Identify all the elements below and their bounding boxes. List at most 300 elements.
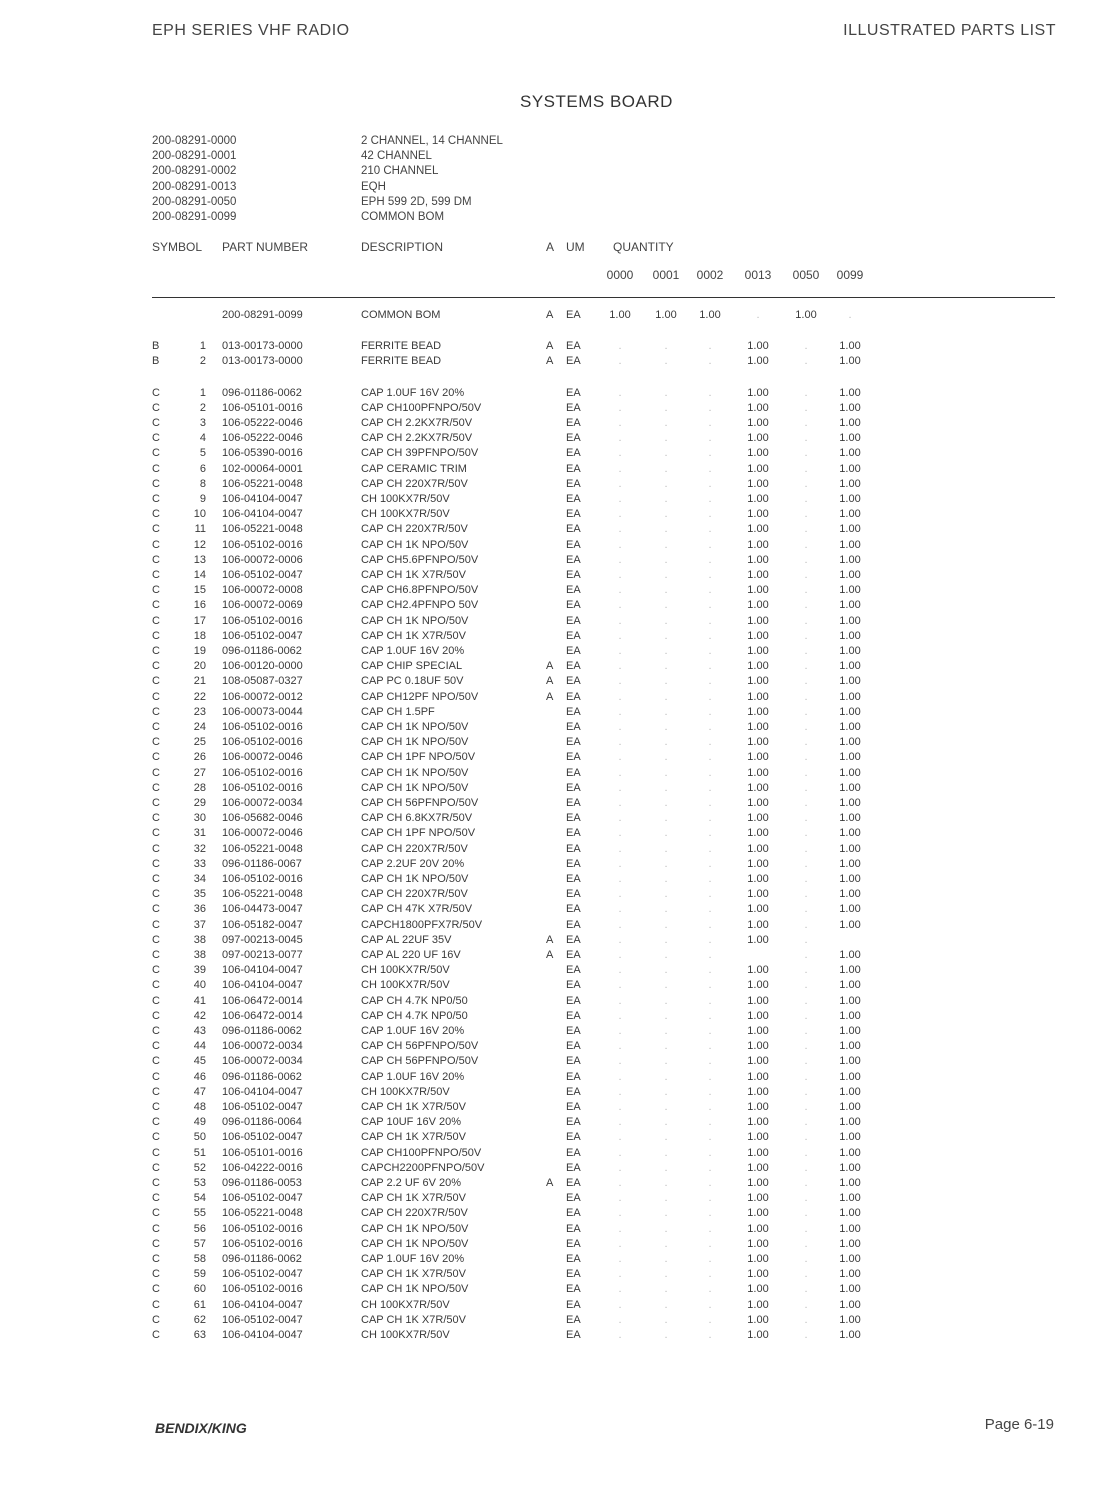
cell-symbol: C: [152, 873, 160, 885]
cell-qty: 1.00: [839, 1070, 861, 1083]
table-row: [0, 978, 1096, 993]
cell-part-number: 106-05682-0046: [222, 812, 303, 825]
assembly-desc: 210 CHANNEL: [361, 165, 439, 178]
table-row: [0, 963, 1096, 978]
cell-symbol: C: [152, 918, 160, 931]
cell-qty: 1.00: [747, 629, 769, 642]
cell-part-number: 106-05222-0046: [222, 432, 303, 445]
cell-description: CAP CH 1K X7R/50V: [361, 629, 466, 642]
table-row: [0, 811, 1096, 826]
cell-qty: 1.00: [839, 1009, 861, 1022]
cell-symbol: C: [152, 523, 160, 536]
cell-description: CAP CH12PF NPO/50V: [361, 690, 479, 703]
cell-description: CAP AL 220 UF 16V: [361, 949, 461, 961]
page-number: Page 6-19: [984, 1416, 1054, 1433]
assembly-desc: EPH 599 2D, 599 DM: [361, 195, 472, 208]
cell-qty: 1.00: [839, 690, 861, 703]
cell-part-number: 106-04473-0047: [222, 903, 303, 916]
cell-qty: .: [664, 1040, 668, 1053]
cell-um: EA: [566, 751, 581, 764]
cell-qty: 1.00: [839, 1268, 861, 1281]
cell-symbol-number: 4: [199, 432, 206, 445]
cell-qty: .: [708, 918, 712, 931]
cell-symbol: C: [152, 386, 160, 399]
cell-qty: 1.00: [747, 401, 769, 414]
cell-a: A: [546, 660, 554, 673]
cell-qty: .: [664, 903, 668, 916]
cell-qty: 1.00: [747, 690, 769, 703]
cell-qty: .: [664, 781, 668, 794]
cell-qty: 1.00: [839, 812, 861, 825]
cell-um: EA: [566, 994, 581, 1007]
cell-qty: 1.00: [839, 903, 861, 916]
cell-qty: .: [664, 355, 668, 368]
cell-part-number: 106-05221-0048: [222, 477, 303, 490]
cell-qty: 1.00: [747, 1298, 769, 1311]
cell-symbol-number: 36: [193, 903, 206, 916]
cell-part-number: 096-01186-0062: [222, 386, 302, 399]
cell-qty: .: [708, 523, 712, 536]
cell-qty: .: [618, 584, 622, 597]
cell-part-number: 106-05221-0048: [222, 1207, 303, 1220]
cell-symbol: C: [152, 1207, 160, 1220]
cell-qty: .: [664, 812, 668, 825]
cell-qty: .: [804, 1009, 808, 1022]
cell-um: EA: [566, 508, 581, 521]
assembly-desc: 42 CHANNEL: [361, 150, 432, 163]
cell-qty: .: [804, 1131, 808, 1144]
cell-qty: .: [708, 1237, 712, 1250]
cell-qty: .: [708, 1283, 712, 1296]
cell-qty: .: [664, 614, 668, 627]
cell-symbol-number: 56: [193, 1222, 206, 1235]
cell-qty: .: [804, 355, 808, 368]
cell-qty: 1.00: [839, 1116, 861, 1129]
cell-qty: .: [708, 1101, 712, 1113]
cell-symbol-number: 23: [193, 705, 206, 718]
cell-qty: .: [804, 508, 808, 521]
cell-qty: .: [618, 432, 622, 445]
cell-qty: .: [618, 857, 622, 870]
cell-qty: .: [664, 462, 668, 475]
cell-qty: 1.00: [839, 1298, 861, 1311]
cell-qty: .: [664, 873, 668, 885]
cell-um: EA: [566, 523, 581, 536]
table-row: [0, 614, 1096, 629]
cell-qty: .: [664, 629, 668, 642]
cell-qty: .: [618, 690, 622, 703]
cell-symbol-number: 55: [193, 1207, 206, 1220]
cell-qty: .: [804, 447, 808, 460]
cell-description: CAP CH 56PFNPO/50V: [361, 797, 479, 809]
cell-qty: .: [804, 417, 808, 429]
cell-part-number: 096-01186-0064: [222, 1116, 302, 1129]
table-row: [0, 918, 1096, 933]
cell-qty: 1.00: [839, 355, 861, 368]
page-title: SYSTEMS BOARD: [520, 92, 673, 111]
cell-qty: .: [708, 629, 712, 642]
table-row: [0, 720, 1096, 735]
cell-qty: .: [804, 1192, 808, 1205]
cell-a: A: [546, 1177, 554, 1189]
cell-qty: 1.00: [747, 447, 769, 460]
cell-qty: 1.00: [747, 1131, 769, 1144]
cell-qty: 1.00: [839, 1207, 861, 1220]
table-row: [0, 492, 1096, 507]
cell-qty: .: [804, 964, 808, 977]
cell-qty: 1.00: [747, 660, 769, 673]
cell-part-number: 096-01186-0062: [222, 1253, 302, 1265]
cell-symbol: C: [152, 1192, 160, 1205]
cell-description: CAP CH 2.2KX7R/50V: [361, 417, 473, 429]
cell-qty: 1.00: [839, 386, 861, 399]
cell-symbol-number: 45: [193, 1055, 206, 1068]
cell-um: EA: [566, 873, 581, 885]
cell-symbol: C: [152, 705, 160, 718]
cell-qty: 1.00: [747, 508, 769, 521]
cell-qty: .: [708, 401, 712, 414]
cell-description: CAP CH 1K NPO/50V: [361, 873, 469, 885]
cell-symbol: C: [152, 857, 160, 870]
table-row: [0, 705, 1096, 720]
cell-part-number: 106-05102-0016: [222, 614, 303, 627]
cell-qty: .: [804, 1329, 808, 1341]
cell-qty: 1.00: [839, 781, 861, 794]
cell-a: A: [546, 949, 554, 961]
cell-qty: .: [618, 599, 622, 612]
cell-qty: 1.00: [839, 1146, 861, 1159]
cell-qty: 1.00: [747, 1025, 769, 1037]
cell-qty: .: [804, 538, 808, 551]
cell-qty: .: [618, 994, 622, 1007]
cell-qty: 1.00: [839, 827, 861, 840]
cell-qty: .: [664, 994, 668, 1007]
cell-qty: 1.00: [747, 523, 769, 536]
cell-qty: .: [618, 447, 622, 460]
cell-part-number: 097-00213-0077: [222, 949, 303, 961]
table-row: [0, 1176, 1096, 1191]
cell-symbol: C: [152, 493, 160, 505]
cell-um: EA: [566, 599, 581, 612]
cell-qty: .: [708, 355, 712, 368]
cell-qty: .: [618, 340, 622, 353]
table-row: [0, 462, 1096, 477]
cell-description: CAP AL 22UF 35V: [361, 933, 452, 946]
cell-qty: .: [664, 736, 668, 749]
cell-part-number: 106-05102-0016: [222, 766, 303, 779]
cell-symbol-number: 33: [193, 857, 206, 870]
cell-qty: 1.00: [747, 721, 769, 733]
cell-qty: .: [618, 355, 622, 368]
cell-symbol: C: [152, 569, 160, 581]
cell-part-number: 106-00072-0034: [222, 1055, 303, 1068]
cell-qty: 1.00: [839, 1253, 861, 1265]
cell-symbol-number: 38: [193, 949, 206, 961]
cell-qty: 1.00: [839, 599, 861, 612]
cell-qty: 1.00: [839, 569, 861, 581]
cell-qty: .: [804, 705, 808, 718]
cell-qty: .: [618, 1009, 622, 1022]
cell-description: CH 100KX7R/50V: [361, 964, 450, 977]
cell-qty: .: [804, 401, 808, 414]
cell-symbol-number: 53: [193, 1177, 206, 1189]
cell-qty: 1.00: [747, 1207, 769, 1220]
table-row: [0, 339, 1096, 354]
cell-part-number: 106-05102-0047: [222, 1131, 303, 1144]
cell-qty: .: [618, 417, 622, 429]
cell-qty: .: [618, 569, 622, 581]
cell-qty: .: [664, 599, 668, 612]
table-row: [0, 308, 1096, 323]
cell-qty: 1.00: [839, 1085, 861, 1098]
cell-part-number: 106-00072-0046: [222, 827, 303, 840]
cell-qty: .: [708, 1085, 712, 1098]
cell-symbol-number: 60: [193, 1283, 206, 1296]
table-row: [0, 1130, 1096, 1145]
cell-a: A: [546, 309, 554, 321]
cell-qty: 1.00: [839, 417, 861, 429]
cell-um: EA: [566, 493, 581, 505]
cell-symbol-number: 34: [193, 873, 206, 885]
cell-symbol: C: [152, 1237, 160, 1250]
cell-qty: 1.00: [747, 705, 769, 718]
cell-symbol: C: [152, 1177, 160, 1189]
cell-qty: .: [708, 675, 712, 688]
table-row: [0, 629, 1096, 644]
cell-description: CAP CH 1K X7R/50V: [361, 569, 466, 581]
cell-qty: .: [804, 979, 808, 992]
cell-description: CAP CH 1K NPO/50V: [361, 736, 469, 749]
cell-description: CAP 10UF 16V 20%: [361, 1116, 462, 1129]
cell-part-number: 106-05221-0048: [222, 842, 303, 855]
cell-qty: 1.00: [839, 645, 861, 657]
cell-symbol: C: [152, 1222, 160, 1235]
cell-qty: 1.00: [839, 538, 861, 551]
cell-symbol-number: 22: [193, 690, 206, 703]
cell-part-number: 106-00072-0006: [222, 553, 303, 566]
cell-qty: 1.00: [747, 842, 769, 855]
cell-symbol-number: 51: [193, 1146, 206, 1159]
cell-qty: 1.00: [839, 842, 861, 855]
cell-um: EA: [566, 1177, 581, 1189]
cell-qty: .: [708, 964, 712, 977]
cell-qty: .: [664, 553, 668, 566]
cell-part-number: 106-05102-0016: [222, 1283, 303, 1296]
cell-qty: 1.00: [747, 477, 769, 490]
cell-qty: .: [618, 1070, 622, 1083]
cell-qty: 1.00: [839, 1101, 861, 1113]
cell-symbol-number: 35: [193, 888, 206, 901]
cell-qty: 1.00: [747, 1116, 769, 1129]
cell-symbol: C: [152, 888, 160, 901]
cell-qty: .: [664, 918, 668, 931]
cell-qty: 1.00: [747, 933, 769, 946]
assembly-desc: EQH: [361, 180, 386, 193]
table-row: [0, 872, 1096, 887]
column-header-quantity: QUANTITY: [613, 240, 674, 254]
cell-symbol: C: [152, 599, 160, 612]
cell-qty: .: [708, 462, 712, 475]
cell-um: EA: [566, 1161, 581, 1174]
cell-symbol-number: 19: [193, 645, 206, 657]
cell-qty: 1.00: [747, 781, 769, 794]
cell-qty: .: [708, 705, 712, 718]
cell-qty: .: [664, 1192, 668, 1205]
cell-symbol: C: [152, 645, 160, 657]
cell-qty: .: [618, 493, 622, 505]
table-row: [0, 1298, 1096, 1313]
cell-part-number: 106-00072-0008: [222, 584, 303, 597]
cell-description: CH 100KX7R/50V: [361, 979, 450, 992]
cell-qty: 1.00: [839, 401, 861, 414]
cell-qty: 1.00: [609, 309, 631, 321]
cell-qty: .: [708, 1313, 712, 1326]
table-row: [0, 446, 1096, 461]
table-row: [0, 598, 1096, 613]
cell-symbol: C: [152, 401, 160, 414]
cell-qty: .: [664, 979, 668, 992]
cell-qty: .: [618, 949, 622, 961]
cell-description: CAP CH 1K NPO/50V: [361, 1237, 469, 1250]
cell-um: EA: [566, 888, 581, 901]
cell-qty: .: [708, 903, 712, 916]
cell-qty: .: [664, 857, 668, 870]
cell-description: CH 100KX7R/50V: [361, 1298, 450, 1311]
cell-qty: .: [708, 1253, 712, 1265]
cell-symbol: C: [152, 1313, 160, 1326]
cell-part-number: 106-05221-0048: [222, 523, 303, 536]
cell-qty: .: [618, 1116, 622, 1129]
cell-um: EA: [566, 933, 581, 946]
cell-qty: .: [708, 1070, 712, 1083]
cell-qty: .: [708, 888, 712, 901]
cell-part-number: 106-05102-0047: [222, 569, 303, 581]
cell-symbol-number: 2: [199, 401, 206, 414]
cell-qty: .: [804, 340, 808, 353]
cell-description: CAP 1.0UF 16V 20%: [361, 1253, 465, 1265]
cell-qty: .: [708, 1025, 712, 1037]
cell-qty: .: [664, 675, 668, 688]
cell-qty: .: [618, 675, 622, 688]
cell-qty: 1.00: [839, 1161, 861, 1174]
cell-qty: .: [618, 523, 622, 536]
cell-symbol-number: 6: [199, 462, 206, 475]
cell-qty: 1.00: [747, 1161, 769, 1174]
cell-description: CAP CH 56PFNPO/50V: [361, 1040, 479, 1053]
cell-qty: .: [708, 599, 712, 612]
cell-symbol: C: [152, 812, 160, 825]
cell-description: CAP CH 1.5PF: [361, 705, 435, 718]
cell-qty: .: [708, 873, 712, 885]
cell-qty: .: [618, 873, 622, 885]
cell-part-number: 106-00120-0000: [222, 660, 303, 673]
cell-qty: .: [664, 1313, 668, 1326]
cell-qty: .: [804, 614, 808, 627]
cell-qty: .: [708, 751, 712, 764]
table-row: [0, 857, 1096, 872]
cell-um: EA: [566, 447, 581, 460]
cell-symbol: C: [152, 462, 160, 475]
cell-description: CAP CH 56PFNPO/50V: [361, 1055, 479, 1068]
cell-symbol: C: [152, 1055, 160, 1068]
cell-part-number: 106-00072-0034: [222, 1040, 303, 1053]
cell-um: EA: [566, 584, 581, 597]
cell-description: CAP PC 0.18UF 50V: [361, 675, 464, 688]
cell-qty: 1.00: [839, 1025, 861, 1037]
cell-um: EA: [566, 477, 581, 490]
cell-part-number: 200-08291-0099: [222, 309, 303, 321]
cell-qty: .: [664, 523, 668, 536]
cell-um: EA: [566, 1146, 581, 1159]
cell-symbol-number: 8: [199, 477, 206, 490]
table-row: [0, 1100, 1096, 1115]
cell-qty: .: [618, 1025, 622, 1037]
document-header-right: ILLUSTRATED PARTS LIST: [843, 22, 1056, 39]
cell-qty: .: [804, 477, 808, 490]
cell-symbol: C: [152, 1146, 160, 1159]
cell-symbol: C: [152, 508, 160, 521]
cell-symbol: B: [152, 355, 160, 368]
cell-qty: .: [708, 553, 712, 566]
cell-qty: .: [664, 1070, 668, 1083]
cell-symbol: C: [152, 477, 160, 490]
cell-qty: .: [708, 1055, 712, 1068]
cell-um: EA: [566, 660, 581, 673]
cell-qty: .: [618, 766, 622, 779]
table-row: [0, 477, 1096, 492]
cell-qty: .: [804, 523, 808, 536]
cell-description: CAP CH 4.7K NP0/50: [361, 1009, 468, 1022]
cell-part-number: 106-04104-0047: [222, 508, 303, 521]
cell-um: EA: [566, 1192, 581, 1205]
cell-qty: .: [618, 614, 622, 627]
cell-qty: 1.00: [839, 1177, 861, 1189]
cell-symbol: C: [152, 827, 160, 840]
cell-part-number: 013-00173-0000: [222, 340, 303, 353]
cell-symbol-number: 3: [199, 417, 206, 429]
cell-description: COMMON BOM: [361, 309, 441, 321]
cell-qty: 1.00: [747, 538, 769, 551]
cell-qty: .: [618, 1237, 622, 1250]
cell-symbol: C: [152, 994, 160, 1007]
cell-qty: 1.00: [699, 309, 721, 321]
cell-qty: .: [804, 766, 808, 779]
cell-qty: .: [708, 1040, 712, 1053]
cell-symbol-number: 39: [193, 964, 206, 977]
cell-um: EA: [566, 538, 581, 551]
cell-part-number: 106-06472-0014: [222, 1009, 303, 1022]
cell-symbol: C: [152, 736, 160, 749]
cell-um: EA: [566, 918, 581, 931]
cell-qty: .: [708, 827, 712, 840]
cell-symbol-number: 63: [193, 1329, 206, 1341]
cell-qty: .: [618, 842, 622, 855]
cell-part-number: 106-05102-0016: [222, 736, 303, 749]
cell-part-number: 106-05102-0016: [222, 781, 303, 794]
cell-symbol-number: 49: [193, 1116, 206, 1129]
cell-qty: .: [618, 1192, 622, 1205]
cell-qty: .: [618, 1055, 622, 1068]
cell-qty: .: [708, 721, 712, 733]
cell-qty: .: [708, 1177, 712, 1189]
cell-um: EA: [566, 340, 581, 353]
cell-part-number: 106-04104-0047: [222, 964, 303, 977]
cell-um: EA: [566, 462, 581, 475]
cell-qty: .: [708, 949, 712, 961]
cell-part-number: 106-04104-0047: [222, 1329, 303, 1341]
cell-qty: .: [708, 660, 712, 673]
cell-description: CAP 1.0UF 16V 20%: [361, 1070, 465, 1083]
